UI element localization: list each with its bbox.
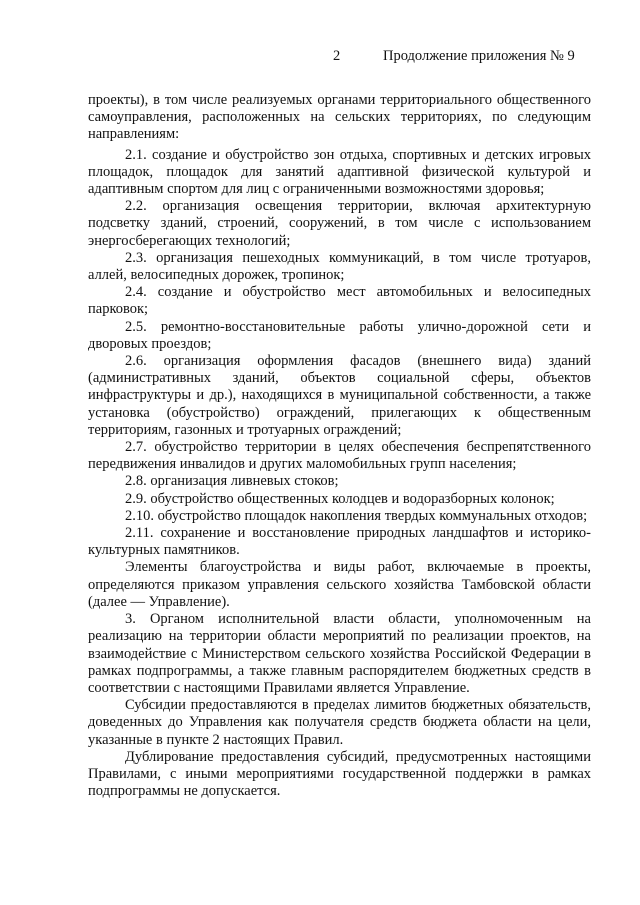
page-number: 2 xyxy=(333,48,341,64)
paragraph-2-1: 2.1. создание и обустройство зон отдыха, спортивных и детских игровых площадок, площадок для занятий адаптивной физической культурой и адаптивным спортом для лиц с ограниченными возможностями здоровья; xyxy=(88,146,591,198)
paragraph-2-2: 2.2. организация освещения территории, включая архитектурную подсветку зданий, строений, сооружений, в том числе с использованием энергосберегающих технологий; xyxy=(88,198,591,249)
paragraph-2-5: 2.5. ремонтно-восстановительные работы улично-дорожной сети и дворовых проездов; xyxy=(88,318,591,352)
appendix-continuation-label: Продолжение приложения № 9 xyxy=(383,48,575,64)
paragraph-2-4: 2.4. создание и обустройство мест автомобильных и велосипедных парковок; xyxy=(88,284,591,318)
paragraph-elements: Элементы благоустройства и виды работ, включаемые в проекты, определяются приказом управления сельского хозяйства Тамбовской области (далее — Управление). xyxy=(88,559,591,610)
page-header xyxy=(0,48,640,68)
paragraph-subsidies: Субсидии предоставляются в пределах лимитов бюджетных обязательств, доведенных до Управления как получателя средств бюджета области на цели, указанные в пункте 2 настоящих Правил. xyxy=(88,697,591,748)
paragraph-2-6: 2.6. организация оформления фасадов (внешнего вида) зданий (административных зданий, объектов социальной сферы, объектов инфраструктуры и др.), находящихся в муниципальной собственности, а также установка (обустройство) ограждений, прилегающих к общественным территориям, газонных и тротуарных ограждений; xyxy=(88,353,591,438)
paragraph-2-7: 2.7. обустройство территории в целях обеспечения беспрепятственного передвижения инвалидов и других маломобильных групп населения; xyxy=(88,439,591,473)
paragraph-3: 3. Органом исполнительной власти области, уполномоченным на реализацию на территории области мероприятий по реализации проектов, на взаимодействие с Министерством сельского хозяйства Российской Федерации в рамках подпрограммы, а также главным распорядителем бюджетных средств в соответствии с настоящими Правилами является Управление. xyxy=(88,611,591,696)
paragraph-2-3: 2.3. организация пешеходных коммуникаций, в том числе тротуаров, аллей, велосипедных дорожек, тропинок; xyxy=(88,249,591,284)
paragraph-2-11: 2.11. сохранение и восстановление природных ландшафтов и историко-культурных памятников. xyxy=(88,525,591,559)
paragraph-duplication: Дублирование предоставления субсидий, предусмотренных настоящими Правилами, с иными мероприятиями государственной поддержки в рамках подпрограммы не допускается. xyxy=(88,748,591,800)
paragraph-2-10: 2.10. обустройство площадок накопления твердых коммунальных отходов; xyxy=(125,507,588,524)
paragraph-2-8: 2.8. организация ливневых стоков; xyxy=(125,473,339,490)
paragraph-intro-continuation: проекты), в том числе реализуемых органами территориального общественного самоуправления, расположенных на сельских территориях, по следующим направлениям: xyxy=(88,92,591,143)
document-body xyxy=(88,92,591,800)
paragraph-2-9: 2.9. обустройство общественных колодцев и водоразборных колонок; xyxy=(125,490,555,507)
